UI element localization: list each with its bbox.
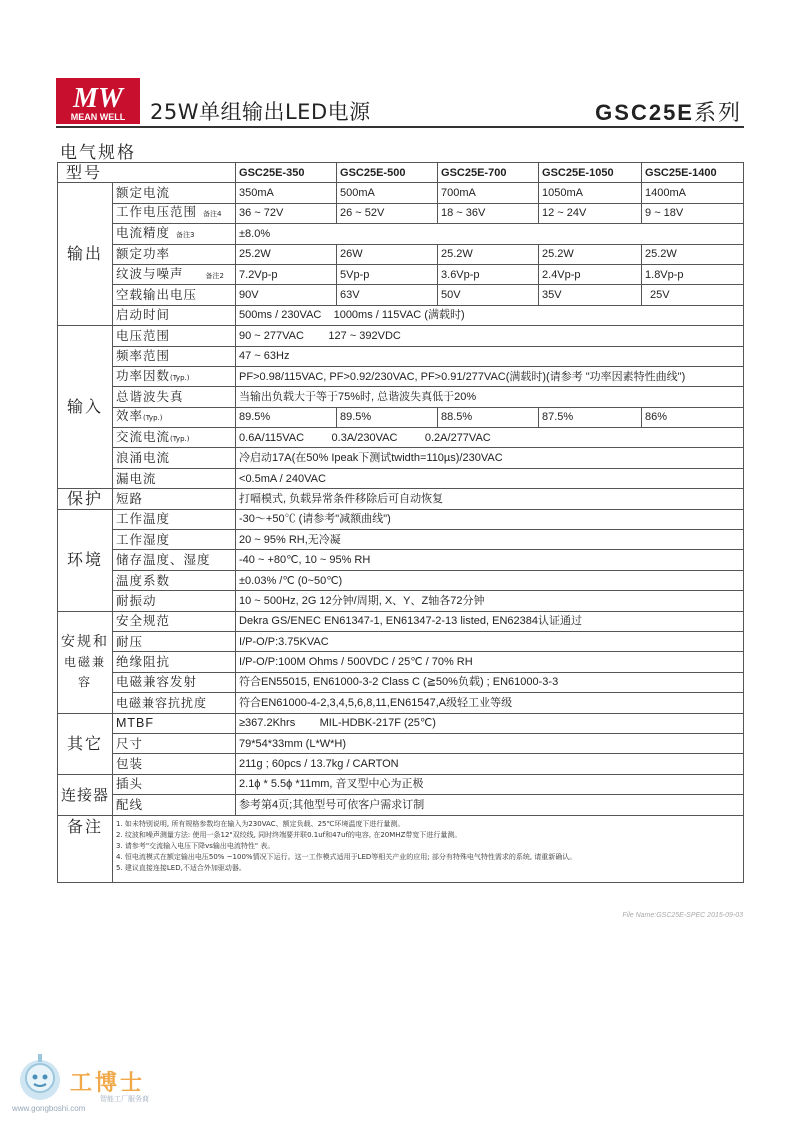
group-environment: 环境: [58, 509, 113, 611]
row-label: 电压范围: [113, 326, 236, 346]
cell: 2.1ϕ * 5.5ϕ *11mm, 音叉型中心为正极: [236, 774, 744, 794]
table-row: [58, 407, 744, 427]
note-ref: 备注3: [176, 230, 195, 239]
note-item: 4. 恒电流模式在额定输出电压50% ~100%情况下运行。这一工作模式适用于LED等相关产业的应用; 部分有特殊电气特性需求的系统, 请重新确认。: [116, 852, 577, 861]
cell: PF>0.98/115VAC, PF>0.92/230VAC, PF>0.91/277VAC(满载时)(请参考 "功率因素特性曲线"): [236, 366, 744, 386]
table-row: [58, 591, 744, 611]
row-label-text: 电流精度: [116, 224, 171, 240]
row-label: 温度系数: [113, 570, 236, 590]
cell: 20 ~ 95% RH,无冷凝: [236, 530, 744, 550]
cell: I/P-O/P:100M Ohms / 500VDC / 25℃ / 70% RH: [236, 652, 744, 672]
group-notes: 备注: [58, 815, 113, 882]
cell: 12 ~ 24V: [539, 203, 642, 223]
cell: I/P-O/P:3.75KVAC: [236, 631, 744, 651]
model-series: [595, 96, 742, 127]
notes-list: [116, 819, 740, 874]
table-row: [58, 183, 744, 203]
table-row: [58, 468, 744, 488]
model-label: 型号: [58, 163, 236, 183]
cell: 符合EN61000-4-2,3,4,5,6,8,11,EN61547,A级轻工业等级: [236, 693, 744, 713]
cell: 0.6A/115VAC 0.3A/230VAC 0.2A/277VAC: [236, 428, 744, 448]
row-label: 漏电流: [113, 468, 236, 488]
row-label: 绝缘阻抗: [113, 652, 236, 672]
row-label-text: 纹波与噪声: [116, 265, 184, 281]
group-connector: 连接器: [58, 774, 113, 815]
cell: 211g ; 60pcs / 13.7kg / CARTON: [236, 754, 744, 774]
cell: 88.5%: [438, 407, 539, 427]
cell: 9 ~ 18V: [642, 203, 744, 223]
row-label: 电磁兼容抗扰度: [113, 693, 236, 713]
table-row: [58, 346, 744, 366]
model-suffix: 系列: [693, 101, 742, 126]
row-label: 频率范围: [113, 346, 236, 366]
cell: ±0.03% /℃ (0~50℃): [236, 570, 744, 590]
cell: 25V: [642, 285, 744, 305]
spec-table: [57, 162, 744, 883]
group-output: 输出: [58, 183, 113, 326]
row-label: 储存温度、湿度: [113, 550, 236, 570]
model-cell: GSC25E-1050: [539, 163, 642, 183]
cell: 符合EN55015, EN61000-3-2 Class C (≧50%负载) ; EN61000-3-3: [236, 672, 744, 692]
notes-cell: [113, 815, 744, 882]
cell: 90V: [236, 285, 337, 305]
note-ref: (Typ.): [170, 434, 190, 443]
row-label-text: 效率: [116, 408, 144, 424]
cell: -30〜+50℃ (请参考"减额曲线"): [236, 509, 744, 529]
cell: 350mA: [236, 183, 337, 203]
table-row: [58, 672, 744, 692]
table-row: [58, 550, 744, 570]
cell: 3.6Vp-p: [438, 264, 539, 284]
cell: 500ms / 230VAC 1000ms / 115VAC (满载时): [236, 305, 744, 325]
table-row: [58, 326, 744, 346]
group-line: 电磁兼容: [63, 655, 106, 690]
table-row: [58, 203, 744, 223]
table-row: [58, 489, 744, 509]
cell: <0.5mA / 240VAC: [236, 468, 744, 488]
row-label: 安全规范: [113, 611, 236, 631]
model-row: [58, 163, 744, 183]
watermark-brand: 工博士: [70, 1071, 146, 1096]
model-cell: GSC25E-1400: [642, 163, 744, 183]
row-label: [113, 203, 236, 223]
cell: 2.4Vp-p: [539, 264, 642, 284]
table-row: [58, 448, 744, 468]
row-label: 包装: [113, 754, 236, 774]
table-row: [58, 611, 744, 631]
cell: ≥367.2Khrs MIL-HDBK-217F (25℃): [236, 713, 744, 733]
cell: 90 ~ 277VAC 127 ~ 392VDC: [236, 326, 744, 346]
table-row: [58, 366, 744, 386]
row-label: 额定电流: [113, 183, 236, 203]
model-name: GSC25E: [595, 100, 694, 125]
section-title: 电气规格: [60, 143, 136, 163]
cell: 500mA: [337, 183, 438, 203]
table-row: [58, 774, 744, 794]
model-cell: GSC25E-500: [337, 163, 438, 183]
row-label: 插头: [113, 774, 236, 794]
watermark-url: www.gongboshi.com: [12, 1104, 86, 1113]
table-row: [58, 693, 744, 713]
note-item: 3. 请参考"交流输入电压下降vs输出电流特性" 表。: [116, 841, 275, 850]
cell: Dekra GS/ENEC EN61347-1, EN61347-2-13 listed, EN62384认证通过: [236, 611, 744, 631]
logo-mark-text: MW: [73, 83, 123, 114]
note-item: 1. 如未特别说明, 所有规格参数均在输入为230VAC、额定负载、25℃环境温度下进行量测。: [116, 819, 405, 828]
table-row: [58, 285, 744, 305]
note-ref: (Typ.): [143, 414, 163, 423]
table-row: [58, 713, 744, 733]
row-label: [113, 407, 236, 427]
model-cell: GSC25E-350: [236, 163, 337, 183]
file-name-footer: File Name:GSC25E-SPEC 2015-09-03: [622, 912, 743, 919]
row-label: 空载输出电压: [113, 285, 236, 305]
table-row: [58, 244, 744, 264]
group-others: 其它: [58, 713, 113, 774]
row-label: MTBF: [113, 713, 236, 733]
table-row: [58, 530, 744, 550]
row-label: 尺寸: [113, 733, 236, 753]
group-line: 安规和: [61, 634, 109, 651]
row-label: 工作湿度: [113, 530, 236, 550]
cell: 89.5%: [337, 407, 438, 427]
robot-mascot-icon: [12, 1050, 68, 1106]
table-row: [58, 733, 744, 753]
row-label: 电磁兼容发射: [113, 672, 236, 692]
table-row: [58, 224, 744, 244]
cell: 35V: [539, 285, 642, 305]
mean-well-logo: [56, 78, 140, 124]
cell: 86%: [642, 407, 744, 427]
table-row: [58, 387, 744, 407]
cell: 5Vp-p: [337, 264, 438, 284]
table-row: [58, 305, 744, 325]
row-label: 总谐波失真: [113, 387, 236, 407]
cell: ±8.0%: [236, 224, 744, 244]
group-safety-emc: [58, 611, 113, 713]
watermark-tagline: 智能工厂服务商: [100, 1095, 149, 1103]
table-row: [58, 570, 744, 590]
table-row: [58, 795, 744, 815]
cell: -40 ~ +80℃, 10 ~ 95% RH: [236, 550, 744, 570]
note-item: 5. 建议直接连接LED,不适合外加驱动器。: [116, 863, 246, 872]
row-label: 启动时间: [113, 305, 236, 325]
cell: 79*54*33mm (L*W*H): [236, 733, 744, 753]
header-rule: [56, 126, 744, 128]
cell: 冷启动17A(在50% Ipeak下测试twidth=110µs)/230VAC: [236, 448, 744, 468]
cell: 10 ~ 500Hz, 2G 12分钟/周期, X、Y、Z轴各72分钟: [236, 591, 744, 611]
cell: 25.2W: [438, 244, 539, 264]
row-label: [113, 264, 236, 284]
cell: 1050mA: [539, 183, 642, 203]
cell: 50V: [438, 285, 539, 305]
cell: 1.8Vp-p: [642, 264, 744, 284]
table-row: [58, 428, 744, 448]
cell: 25.2W: [642, 244, 744, 264]
table-row: [58, 815, 744, 882]
row-label-text: 交流电流: [116, 428, 171, 444]
note-item: 2. 纹波和噪声测量方法: 使用一条12"双绞线, 同时终端要并联0.1uf和47uf的电容, 在20MHZ带宽下进行量测。: [116, 830, 462, 839]
row-label: 耐压: [113, 631, 236, 651]
cell: 87.5%: [539, 407, 642, 427]
table-row: [58, 264, 744, 284]
group-protection: 保护: [58, 489, 113, 509]
row-label-text: 功率因数: [116, 367, 171, 383]
row-label: 耐振动: [113, 591, 236, 611]
logo-sub-text: MEAN WELL: [70, 112, 126, 122]
group-input: 输入: [58, 326, 113, 489]
row-label: 工作温度: [113, 509, 236, 529]
row-label: [113, 366, 236, 386]
row-label: 额定功率: [113, 244, 236, 264]
cell: 25.2W: [236, 244, 337, 264]
row-label: [113, 224, 236, 244]
row-label: [113, 428, 236, 448]
row-label-text: 工作电压范围: [116, 204, 198, 220]
document-title: 25W单组输出LED电源: [150, 100, 371, 124]
note-ref: (Typ.): [170, 373, 190, 382]
watermark: [12, 1050, 162, 1120]
cell: 7.2Vp-p: [236, 264, 337, 284]
row-label: 短路: [113, 489, 236, 509]
cell: 47 ~ 63Hz: [236, 346, 744, 366]
table-row: [58, 754, 744, 774]
cell: 26 ~ 52V: [337, 203, 438, 223]
row-label: 配线: [113, 795, 236, 815]
cell: 63V: [337, 285, 438, 305]
cell: 700mA: [438, 183, 539, 203]
cell: 89.5%: [236, 407, 337, 427]
cell: 26W: [337, 244, 438, 264]
table-row: [58, 652, 744, 672]
row-label: 浪涌电流: [113, 448, 236, 468]
table-row: [58, 631, 744, 651]
cell: 参考第4页;其他型号可依客户需求订制: [236, 795, 744, 815]
cell: 36 ~ 72V: [236, 203, 337, 223]
cell: 18 ~ 36V: [438, 203, 539, 223]
cell: 打嗝模式, 负载异常条件移除后可自动恢复: [236, 489, 744, 509]
cell: 25.2W: [539, 244, 642, 264]
cell: 当输出负载大于等于75%时, 总谐波失真低于20%: [236, 387, 744, 407]
note-ref: 备注4: [203, 210, 222, 219]
cell: 1400mA: [642, 183, 744, 203]
note-ref: 备注2: [205, 271, 224, 280]
model-cell: GSC25E-700: [438, 163, 539, 183]
table-row: [58, 509, 744, 529]
